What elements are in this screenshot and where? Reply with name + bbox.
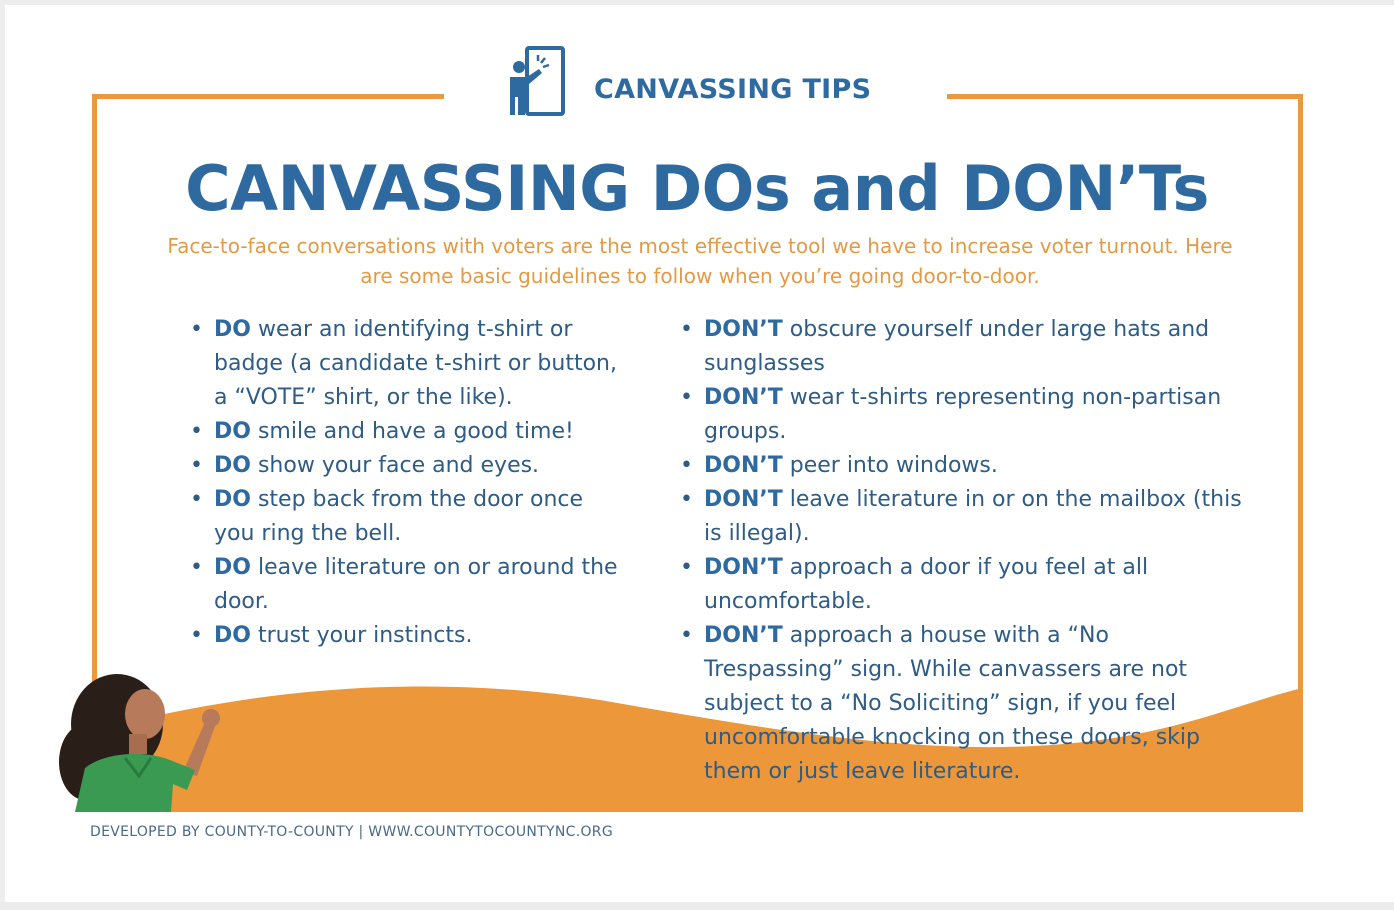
list-item: • DON’T leave literature in or on the mailbox (this is illegal). bbox=[678, 483, 1250, 551]
bullet-icon: • bbox=[680, 453, 693, 478]
list-item: • DO leave literature on or around the door. bbox=[188, 551, 628, 619]
bullet-icon: • bbox=[680, 555, 693, 580]
list-item: • DO show your face and eyes. bbox=[188, 449, 628, 483]
bullet-icon: • bbox=[680, 487, 693, 512]
bullet-icon: • bbox=[190, 419, 203, 444]
bullet-icon: • bbox=[190, 555, 203, 580]
bullet-icon: • bbox=[680, 385, 693, 410]
footer-credit: DEVELOPED BY COUNTY-TO-COUNTY | WWW.COUNTYTOCOUNTYNC.ORG bbox=[90, 824, 613, 840]
canvasser-photo bbox=[55, 672, 245, 812]
list-item: • DO smile and have a good time! bbox=[188, 415, 628, 449]
donts-list bbox=[678, 313, 1250, 789]
intro-paragraph: Face-to-face conversations with voters are the most effective tool we have to increase voter turnout. Here are some basic guidelines to follow when you’re going door-to-door. bbox=[167, 234, 1233, 288]
bullet-icon: • bbox=[680, 317, 693, 342]
section-header-title: CANVASSING TIPS bbox=[594, 74, 872, 105]
page-title: CANVASSING DOs and DON’Ts bbox=[185, 152, 1209, 225]
bullet-icon: • bbox=[190, 487, 203, 512]
list-item: • DO step back from the door once you ring the bell. bbox=[188, 483, 628, 551]
bullet-icon: • bbox=[190, 317, 203, 342]
dos-list bbox=[188, 313, 628, 653]
list-item: • DON’T approach a house with a “No Trespassing” sign. While canvassers are not subject to a “No Soliciting” sign, if you feel uncomfortable knocking on these doors, skip them or just leave literature. bbox=[678, 619, 1250, 789]
list-item: • DO wear an identifying t-shirt or badge (a candidate t-shirt or button, a “VOTE” shirt, or the like). bbox=[188, 313, 628, 415]
list-item: • DON’T approach a door if you feel at all uncomfortable. bbox=[678, 551, 1250, 619]
bullet-icon: • bbox=[190, 453, 203, 478]
bullet-icon: • bbox=[190, 623, 203, 648]
list-item: • DON’T wear t-shirts representing non-partisan groups. bbox=[678, 381, 1250, 449]
list-item: • DON’T peer into windows. bbox=[678, 449, 1250, 483]
list-item: • DON’T obscure yourself under large hats and sunglasses bbox=[678, 313, 1250, 381]
bullet-icon: • bbox=[680, 623, 693, 648]
list-item: • DO trust your instincts. bbox=[188, 619, 628, 653]
